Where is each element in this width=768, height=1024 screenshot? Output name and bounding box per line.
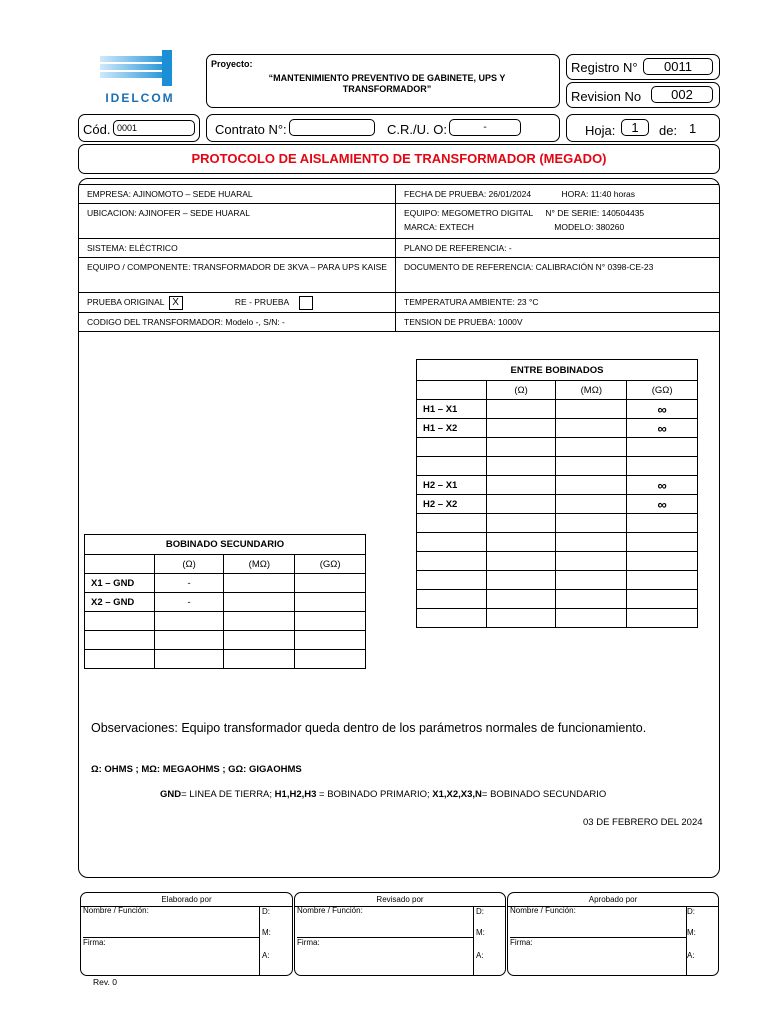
table-cell[interactable] xyxy=(556,533,627,552)
table-cell[interactable] xyxy=(627,533,698,552)
table-cell[interactable] xyxy=(486,609,556,628)
table-cell[interactable] xyxy=(295,631,366,650)
table-cell[interactable]: ∞ xyxy=(627,495,698,514)
cru-label: C.R./U. O: xyxy=(387,122,447,137)
de-label: de: xyxy=(659,123,678,138)
contrato-label: Contrato N°: xyxy=(215,122,287,137)
observaciones: Observaciones: Equipo transformador queda dentro de los parámetros normales de funcionamiento. xyxy=(91,721,647,735)
table-cell[interactable] xyxy=(556,476,627,495)
contrato-box xyxy=(206,114,560,142)
sistema: SISTEMA: ELÉCTRICO xyxy=(79,239,396,258)
table-cell[interactable] xyxy=(556,552,627,571)
column-header: (GΩ) xyxy=(295,555,366,574)
table-cell[interactable] xyxy=(224,593,295,612)
hoja-field[interactable] xyxy=(621,119,649,136)
signature-day[interactable]: D: xyxy=(687,907,695,916)
table-row xyxy=(85,612,366,631)
row-label xyxy=(417,590,487,609)
legend-units: Ω: OHMS ; MΩ: MEGAOHMS ; GΩ: GIGAOHMS xyxy=(91,764,302,775)
re-prueba-label: RE - PRUEBA xyxy=(234,297,289,307)
table-cell[interactable] xyxy=(154,650,224,669)
table-cell[interactable] xyxy=(486,552,556,571)
row-label xyxy=(85,650,155,669)
revision-field[interactable] xyxy=(651,86,713,103)
entre-bobinados-title: ENTRE BOBINADOS xyxy=(417,360,698,381)
table-cell[interactable] xyxy=(627,609,698,628)
info-section xyxy=(79,184,719,332)
document-date: 03 DE FEBRERO DEL 2024 xyxy=(583,817,703,828)
table-cell[interactable] xyxy=(486,495,556,514)
legend-gnd-b1: GND xyxy=(160,789,182,800)
proyecto-box xyxy=(206,54,560,108)
legend-gnd-b3: X1,X2,X3,N xyxy=(432,789,482,800)
bobinado-secundario-table xyxy=(84,534,366,669)
column-header: (Ω) xyxy=(486,381,556,400)
table-row xyxy=(417,533,698,552)
table-header-row xyxy=(417,381,698,400)
revision-label: Revision No xyxy=(571,89,642,104)
table-cell[interactable]: - xyxy=(154,593,224,612)
row-label xyxy=(417,552,487,571)
table-cell[interactable] xyxy=(556,514,627,533)
tension: TENSION DE PRUEBA: 1000V xyxy=(404,316,523,327)
table-cell[interactable] xyxy=(556,438,627,457)
prueba-original-label: PRUEBA ORIGINAL xyxy=(87,297,165,307)
empresa: EMPRESA: AJINOMOTO – SEDE HUARAL xyxy=(79,185,396,204)
signature-day[interactable]: D: xyxy=(262,907,270,916)
prueba-original-checkbox[interactable]: X xyxy=(169,296,183,310)
cod-value: 0001 xyxy=(117,123,138,133)
row-label: X2 – GND xyxy=(85,593,155,612)
company-logo xyxy=(90,48,190,105)
revision-box xyxy=(566,82,720,108)
table-row xyxy=(417,476,698,495)
table-cell[interactable] xyxy=(486,514,556,533)
de-value: 1 xyxy=(689,121,697,136)
signature-day[interactable]: D: xyxy=(476,907,484,916)
registro-value: 0011 xyxy=(664,59,692,74)
table-row xyxy=(417,609,698,628)
revision-footer: Rev. 0 xyxy=(93,977,117,987)
registro-field[interactable] xyxy=(643,58,713,75)
table-row xyxy=(417,552,698,571)
table-cell[interactable]: ∞ xyxy=(627,419,698,438)
table-cell[interactable] xyxy=(556,590,627,609)
table-cell[interactable] xyxy=(556,400,627,419)
table-row xyxy=(417,419,698,438)
table-row xyxy=(85,650,366,669)
column-header: (GΩ) xyxy=(627,381,698,400)
row-label xyxy=(417,571,487,590)
table-cell[interactable]: ∞ xyxy=(627,400,698,419)
proyecto-title: “MANTENIMIENTO PREVENTIVO DE GABINETE, UPS Y TRANSFORMADOR” xyxy=(268,73,506,94)
row-label xyxy=(85,631,155,650)
table-cell[interactable] xyxy=(627,552,698,571)
signature-title: Aprobado por xyxy=(508,893,718,907)
legend-gnd xyxy=(160,789,606,800)
signature-month[interactable]: M: xyxy=(476,928,485,937)
table-cell[interactable] xyxy=(295,650,366,669)
legend-gnd-t1: = LINEA DE TIERRA; xyxy=(181,789,275,800)
cru-field[interactable] xyxy=(449,119,521,136)
temperatura: TEMPERATURA AMBIENTE: 23 °C xyxy=(396,293,720,313)
column-header: (MΩ) xyxy=(556,381,627,400)
table-cell[interactable] xyxy=(486,438,556,457)
table-cell[interactable] xyxy=(486,400,556,419)
table-cell[interactable] xyxy=(295,612,366,631)
re-prueba-checkbox[interactable] xyxy=(299,296,313,310)
table-cell[interactable] xyxy=(486,533,556,552)
componente: EQUIPO / COMPONENTE: TRANSFORMADOR DE 3KVA – PARA UPS KAISE xyxy=(79,258,396,293)
cod-field[interactable] xyxy=(113,120,195,136)
column-header xyxy=(417,381,487,400)
signature-month[interactable]: M: xyxy=(687,928,696,937)
hoja-box xyxy=(566,114,720,142)
logo-graphic xyxy=(90,48,190,88)
table-cell[interactable] xyxy=(486,571,556,590)
row-label: X1 – GND xyxy=(85,574,155,593)
row-label xyxy=(85,612,155,631)
table-cell[interactable] xyxy=(486,457,556,476)
table-cell[interactable] xyxy=(627,438,698,457)
documento: DOCUMENTO DE REFERENCIA: CALIBRACIÓN N° 0398-CE-23 xyxy=(396,258,720,293)
table-cell[interactable] xyxy=(486,419,556,438)
info-table xyxy=(79,185,719,331)
signature-nombre[interactable]: Nombre / Función: xyxy=(83,906,260,938)
signature-title: Elaborado por xyxy=(81,893,292,907)
row-label xyxy=(417,514,487,533)
signature-aprobado xyxy=(507,892,719,976)
cru-value: - xyxy=(483,122,487,133)
modelo: MODELO: 380260 xyxy=(554,222,625,232)
signature-firma[interactable]: Firma: xyxy=(83,938,260,976)
table-row xyxy=(417,438,698,457)
marca: MARCA: EXTECH xyxy=(404,222,474,232)
document-title: PROTOCOLO DE AISLAMIENTO DE TRANSFORMADOR (MEGADO) xyxy=(191,151,607,166)
plano: PLANO DE REFERENCIA: - xyxy=(396,239,720,258)
column-header: (MΩ) xyxy=(224,555,295,574)
signature-firma[interactable]: Firma: xyxy=(297,938,474,976)
table-cell[interactable] xyxy=(154,631,224,650)
table-cell[interactable]: ∞ xyxy=(627,476,698,495)
equipo-cell xyxy=(396,204,720,239)
bobinado-secundario-title: BOBINADO SECUNDARIO xyxy=(85,535,366,555)
document-title-box xyxy=(78,144,720,174)
table-row xyxy=(417,495,698,514)
table-row xyxy=(417,571,698,590)
table-row xyxy=(417,400,698,419)
row-label xyxy=(417,533,487,552)
serie: N° DE SERIE: 140504435 xyxy=(545,208,645,218)
signature-elaborado xyxy=(80,892,293,976)
table-cell[interactable]: - xyxy=(154,574,224,593)
table-cell[interactable] xyxy=(556,419,627,438)
table-row xyxy=(417,590,698,609)
table-row xyxy=(85,574,366,593)
contrato-field[interactable] xyxy=(289,119,375,136)
table-cell[interactable] xyxy=(556,457,627,476)
column-header: (Ω) xyxy=(154,555,224,574)
proyecto-label: Proyecto: xyxy=(211,59,253,69)
table-cell[interactable] xyxy=(627,514,698,533)
signature-month[interactable]: M: xyxy=(262,928,271,937)
entre-bobinados-table xyxy=(416,359,698,628)
signature-year[interactable]: A: xyxy=(687,951,695,960)
equipo: EQUIPO: MEGOMETRO DIGITAL xyxy=(404,208,533,218)
table-cell[interactable] xyxy=(154,612,224,631)
logo-text: IDELCOM xyxy=(105,91,175,105)
table-row xyxy=(85,631,366,650)
row-label: H1 – X2 xyxy=(417,419,487,438)
revision-value: 002 xyxy=(671,87,693,102)
table-cell[interactable] xyxy=(295,593,366,612)
table-row xyxy=(417,457,698,476)
row-label: H2 – X1 xyxy=(417,476,487,495)
registro-box xyxy=(566,54,720,80)
cod-label: Cód. xyxy=(83,122,111,137)
legend-gnd-t3: = BOBINADO SECUNDARIO xyxy=(481,789,607,800)
fecha: FECHA DE PRUEBA: 26/01/2024 xyxy=(404,189,532,199)
table-cell[interactable] xyxy=(486,476,556,495)
hoja-label: Hoja: xyxy=(585,123,616,138)
signature-title: Revisado por xyxy=(295,893,505,907)
table-cell[interactable] xyxy=(627,571,698,590)
table-cell[interactable] xyxy=(556,571,627,590)
row-label xyxy=(417,438,487,457)
hoja-value: 1 xyxy=(631,120,639,135)
signature-revisado xyxy=(294,892,506,976)
row-label: H1 – X1 xyxy=(417,400,487,419)
row-label: H2 – X2 xyxy=(417,495,487,514)
prueba-cell xyxy=(79,293,396,313)
row-label xyxy=(417,457,487,476)
table-header-row xyxy=(85,555,366,574)
table-cell[interactable] xyxy=(224,612,295,631)
legend-gnd-t2: = BOBINADO PRIMARIO; xyxy=(316,789,433,800)
table-cell[interactable] xyxy=(224,631,295,650)
row-label xyxy=(417,609,487,628)
table-cell[interactable] xyxy=(627,590,698,609)
hora: HORA: 11:40 horas xyxy=(561,189,636,199)
table-cell[interactable] xyxy=(556,609,627,628)
table-cell[interactable] xyxy=(486,590,556,609)
table-cell[interactable] xyxy=(295,574,366,593)
legend-gnd-b2: H1,H2,H3 xyxy=(274,789,317,800)
table-row xyxy=(85,593,366,612)
table-cell[interactable] xyxy=(556,495,627,514)
column-header xyxy=(85,555,155,574)
codigo-transformador: CODIGO DEL TRANSFORMADOR: Modelo -, S/N: - xyxy=(79,312,396,331)
registro-label: Registro N° xyxy=(571,60,638,75)
signature-year[interactable]: A: xyxy=(476,951,484,960)
table-row xyxy=(417,514,698,533)
signature-year[interactable]: A: xyxy=(262,951,270,960)
signature-nombre[interactable]: Nombre / Función: xyxy=(297,906,474,938)
fecha-hora-cell xyxy=(396,185,720,204)
table-cell[interactable] xyxy=(224,650,295,669)
ubicacion: UBICACION: AJINOFER – SEDE HUARAL xyxy=(79,204,396,239)
signature-nombre[interactable]: Nombre / Función: xyxy=(510,906,687,938)
table-cell[interactable] xyxy=(627,457,698,476)
signature-firma[interactable]: Firma: xyxy=(510,938,687,976)
cod-box xyxy=(78,114,200,142)
table-cell[interactable] xyxy=(224,574,295,593)
